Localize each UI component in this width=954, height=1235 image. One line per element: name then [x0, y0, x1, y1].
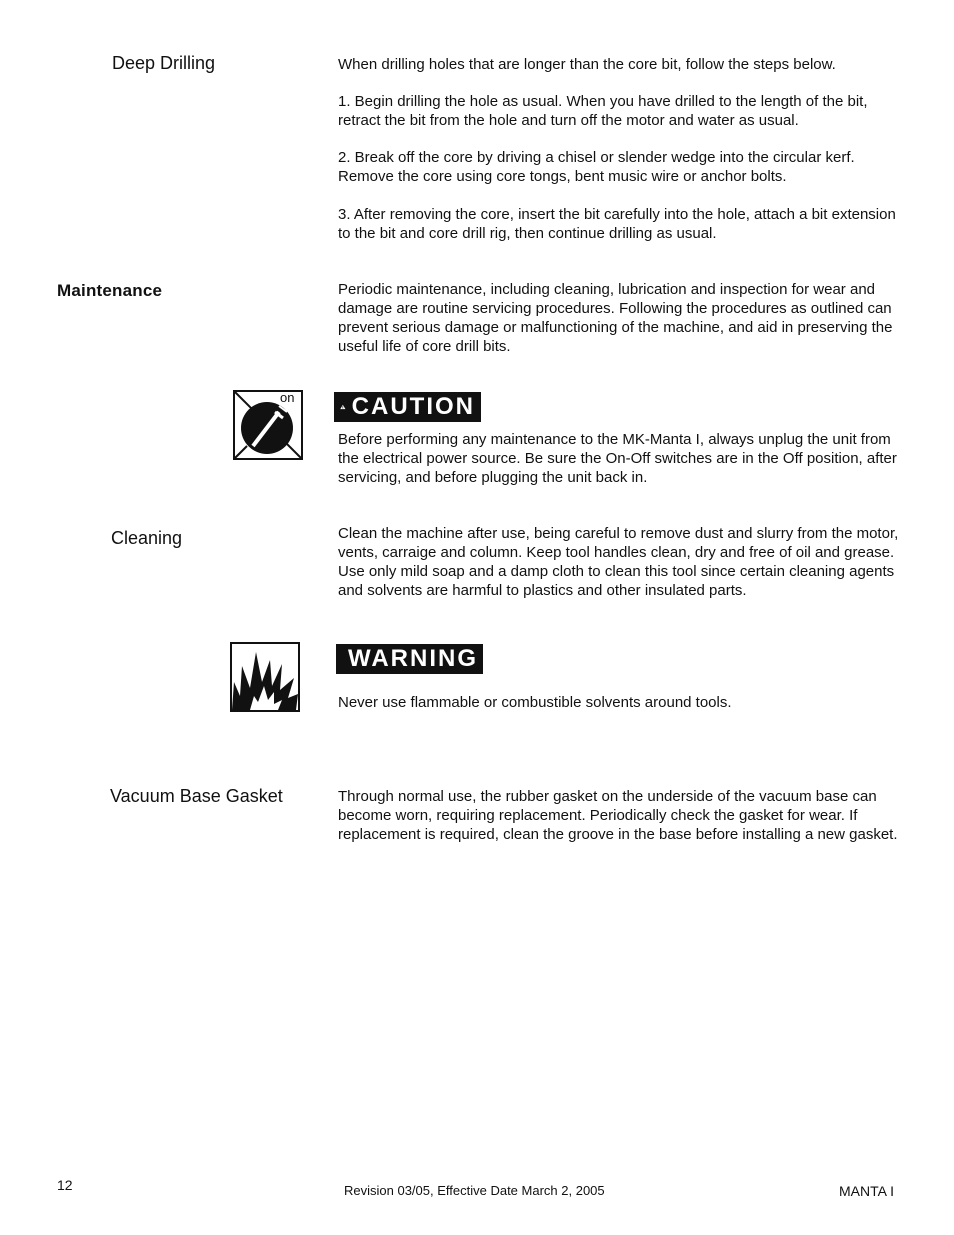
page-number: 12: [57, 1177, 73, 1193]
caution-label-text: CAUTION: [351, 393, 475, 420]
footer-revision: Revision 03/05, Effective Date March 2, 2005: [344, 1183, 605, 1198]
maintenance-body: Periodic maintenance, including cleaning, lubrication and inspection for wear and damage are routine servicing procedures. Following the procedures as outlined can prevent serious damage or malfunctioning of the machine, and aid in preserving the useful life of core drill bits.: [338, 281, 893, 355]
alert-triangle-icon: [340, 397, 346, 417]
unplug-icon: [233, 390, 303, 460]
warning-body: Never use flammable or combustible solvents around tools.: [338, 694, 732, 711]
cleaning-body: Clean the machine after use, being careful to remove dust and slurry from the motor, vents, carraige and column. Keep tool handles clean, dry and free of oil and grease. Use only mild soap and a damp cloth to clean this tool since certain cleaning agents and solvents are harmful to plastics and other insulated parts.: [338, 525, 899, 599]
deep-drilling-step-2: 2. Break off the core by driving a chisel or slender wedge into the circular kerf. Remove the core using core tongs, bent music wire or anchor bolts.: [338, 149, 855, 185]
warning-label: [336, 644, 483, 674]
deep-drilling-intro: When drilling holes that are longer than the core bit, follow the steps below.: [338, 56, 836, 73]
caution-label: [334, 392, 481, 422]
vacuum-base-gasket-heading: Vacuum Base Gasket: [110, 786, 283, 806]
caution-body: Before performing any maintenance to the MK-Manta I, always unplug the unit from the electrical power source. Be sure the On-Off switches are in the Off position, after servicing, and before plugging the unit back in.: [338, 431, 897, 486]
unplug-icon-on-label: on: [280, 390, 295, 405]
cleaning-heading: Cleaning: [111, 528, 183, 548]
footer-product: MANTA I: [839, 1183, 894, 1199]
deep-drilling-step-1: 1. Begin drilling the hole as usual. When you have drilled to the length of the bit, retract the bit from the hole and turn off the motor and water as usual.: [338, 93, 868, 129]
maintenance-heading: Maintenance: [57, 281, 163, 300]
deep-drilling-heading: Deep Drilling: [112, 53, 216, 73]
warning-label-text: WARNING: [348, 645, 478, 672]
vacuum-base-gasket-body: Through normal use, the rubber gasket on the underside of the vacuum base can become worn, requiring replacement. Periodically check the gasket for wear. If replacement is required, clean the groove in the base before installing a new gasket.: [338, 788, 898, 843]
deep-drilling-step-3: 3. After removing the core, insert the bit carefully into the hole, attach a bit extension to the bit and core drill rig, then continue drilling as usual.: [338, 206, 896, 242]
explosion-icon: [230, 642, 300, 712]
